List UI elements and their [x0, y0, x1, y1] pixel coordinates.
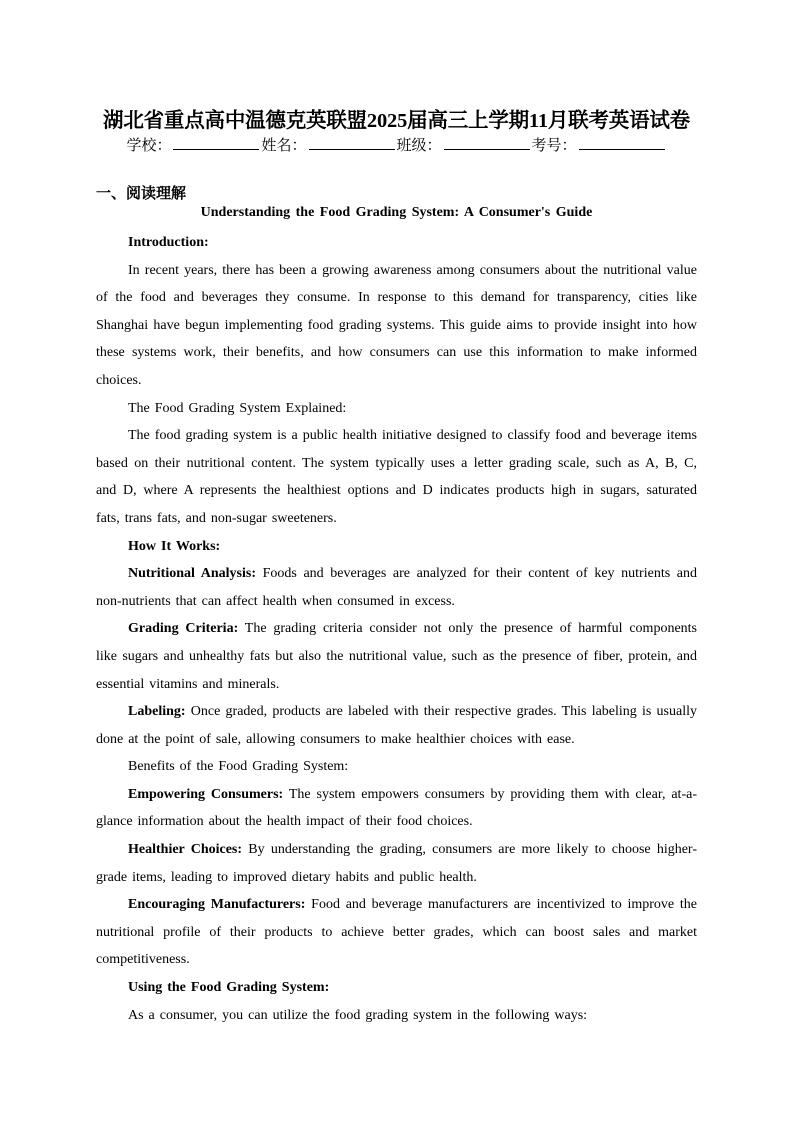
explained-heading: The Food Grading System Explained:: [128, 400, 347, 416]
using-heading: Using the Food Grading System:: [128, 980, 330, 996]
grading-criteria-label: Grading Criteria:: [128, 621, 239, 637]
exam-title: 湖北省重点高中温德克英联盟2025届高三上学期11月联考英语试卷: [103, 110, 690, 132]
exam-number-blank[interactable]: [579, 135, 665, 150]
article-title: Understanding the Food Grading System: A Consumer's Guide: [200, 205, 593, 220]
article-body: [96, 229, 697, 1029]
labeling-label: Labeling:: [128, 704, 186, 720]
labeling-paragraph: [96, 698, 697, 753]
name-blank[interactable]: [309, 135, 395, 150]
labeling-text: Once graded, products are labeled with their respective grades. This labeling is usually done at the point of sale, allowing consumers to make healthier choices with ease.: [96, 704, 697, 747]
how-it-works-heading: How It Works:: [128, 538, 221, 554]
class-label: 班级：: [396, 138, 442, 154]
nutritional-analysis-text: Foods and beverages are analyzed for their content of key nutrients and non-nutrients that can affect health when consumed in excess.: [96, 566, 697, 609]
encouraging-paragraph: [96, 891, 697, 974]
using-paragraph: As a consumer, you can utilize the food grading system in the following ways:: [128, 1007, 588, 1023]
nutritional-analysis-paragraph: [96, 560, 697, 615]
intro-heading: Introduction:: [128, 235, 209, 250]
school-blank[interactable]: [173, 135, 259, 150]
section-heading: 一、阅读理解: [96, 186, 187, 202]
empowering-paragraph: [96, 781, 697, 836]
grading-criteria-text: The grading criteria consider not only the presence of harmful components like sugars and unhealthy fats but also the nutritional value, such as the presence of fiber, protein, and essential vitamins and minerals.: [96, 621, 697, 692]
grading-criteria-paragraph: [96, 615, 697, 698]
healthier-choices-paragraph: [96, 836, 697, 891]
encouraging-label: Encouraging Manufacturers:: [128, 897, 306, 913]
explained-paragraph: The food grading system is a public health initiative designed to classify food and beverage items based on their nutritional content. The system typically uses a letter grading scale, such as A, B, C, and D, where A represents the healthiest options and D indicates products high in sugars, saturated fats, trans fats, and non-sugar sweeteners.: [96, 428, 697, 526]
healthier-choices-text: By understanding the grading, consumers are more likely to choose higher-grade items, leading to improved dietary habits and public health.: [96, 842, 697, 885]
empowering-label: Empowering Consumers:: [128, 786, 284, 802]
exam-number-label: 考号：: [531, 138, 577, 154]
nutritional-analysis-label: Nutritional Analysis:: [128, 566, 256, 582]
healthier-choices-label: Healthier Choices:: [128, 842, 243, 858]
school-label: 学校：: [126, 138, 172, 154]
intro-paragraph: In recent years, there has been a growing awareness among consumers about the nutritional value of the food and beverages they consume. In response to this demand for transparency, cities like Shanghai have begun implementing food grading systems. This guide aims to provide insight into how these systems work, their benefits, and how consumers can use this information to make informed choices.: [96, 262, 697, 388]
encouraging-text: Food and beverage manufacturers are incentivized to improve the nutritional profile of their products to achieve better grades, which can boost sales and market competitiveness.: [96, 897, 697, 968]
name-label: 姓名：: [261, 138, 307, 154]
student-info-row: [96, 134, 697, 155]
benefits-heading: Benefits of the Food Grading System:: [128, 759, 349, 775]
empowering-text: The system empowers consumers by providing them with clear, at-a-glance information about the health impact of their food choices.: [96, 786, 697, 830]
class-blank[interactable]: [444, 135, 530, 150]
